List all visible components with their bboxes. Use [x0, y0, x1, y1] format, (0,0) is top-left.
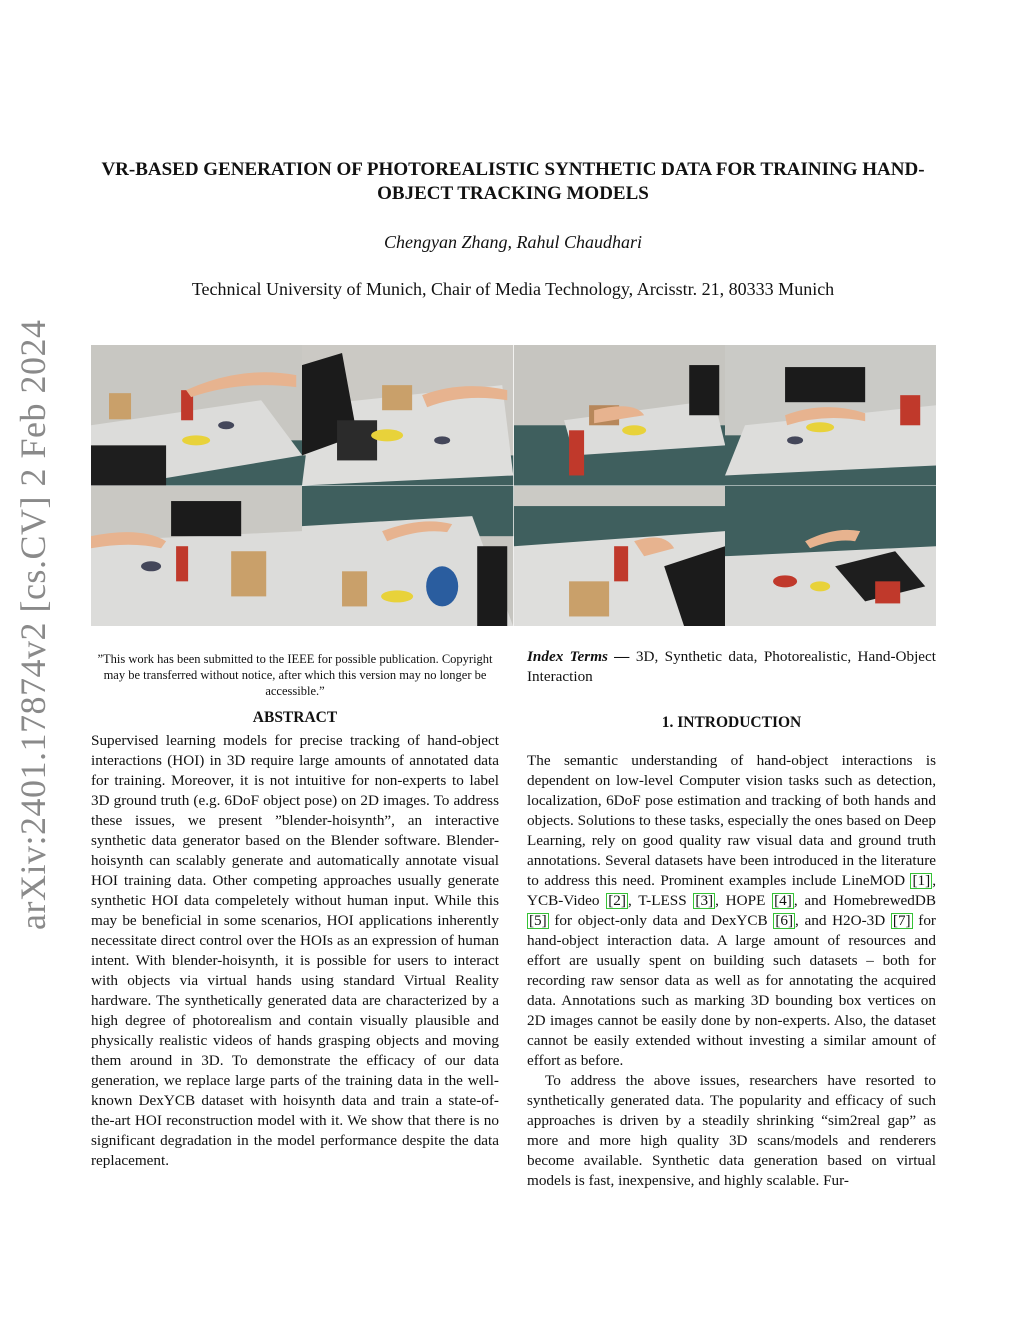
index-terms [527, 647, 936, 687]
abstract-heading: ABSTRACT [252, 709, 338, 726]
paper-title: VR-BASED GENERATION OF PHOTOREALISTIC SYNTHETIC DATA FOR TRAINING HAND-OBJECT TRACKING MODELS [101, 159, 925, 204]
citation-link[interactable]: [5] [529, 912, 547, 929]
index-terms-label: Index Terms — [527, 648, 630, 665]
render-image-1 [91, 345, 302, 486]
intro-heading: 1. INTRODUCTION [661, 714, 802, 731]
index-terms-text: 3D, Synthetic data, Photorealistic, Hand-Object Interaction [527, 648, 936, 685]
ieee-notice: ”This work has been submitted to the IEEE for possible publication. Copyright may be transferred without notice, after which this version may no longer be accessible.” [97, 652, 493, 698]
render-image-8 [725, 486, 936, 627]
citation-link[interactable]: [2] [608, 892, 626, 909]
render-image-6 [302, 486, 513, 627]
intro-paragraph-1: The semantic understanding of hand-object interactions is dependent on low-level Computer vision tasks such as detection, localization, 6DoF pose estimation and tracking of both hands and objects. Solutions to these tasks, especially the ones based on Deep Learning, rely on good quality raw visual data and ground truth annotations. Several datasets have been introduced in the literature to address this need. Prominent examples include LineMOD [1] , YCB-Video [2] , T-LESS [3] , HOPE [4] , and HomebrewedDB [5] for object-only data and DexYCB [6] , and H2O-3D [7] for hand-object interaction data. A large amount of resources and effort are usually spent on building such datasets – both for recording raw sensor data as well as for annotating the acquired data. Annotations such as marking 3D bounding box vertices on 2D images cannot be easily done by non-experts. Also, the dataset cannot be easily extended without investing a similar amount of effort as before. [527, 752, 936, 1069]
citation-link[interactable]: [4] [774, 892, 792, 909]
citation-link[interactable]: [6] [775, 912, 794, 929]
paper-authors: Chengyan Zhang, Rahul Chaudhari [383, 232, 642, 252]
abstract-text: Supervised learning models for precise tracking of hand-object interactions (HOI) in 3D require large amounts of annotated data for training. Moreover, it is not intuitive for non-experts to label 3D ground truth (e.g. 6DoF object pose) on 2D images. To address these issues, we present ”blender-hoisynth”, an interactive synthetic data generator based on the Blender software. Blender-hoisynth can scalably generate and automatically annotate visual HOI training data. Other competing approaches usually generate synthetic HOI data compeletely without human input. While this may be beneficial in some scenarios, HOI applications inherently necessitate direct control over the HOIs as an expression of human intent. With blender-hoisynth, it is possible for users to interact with objects via virtual hands using standard Virtual Reality hardware. The synthetically generated data are characterized by a high degree of photorealism and contain visually plausible and physically realistic videos of hands grasping objects and moving them around in 3D. To demonstrate the efficacy of our data generation, we replace large parts of the training data in the well-known DexYCB dataset with hoisynth data and train a state-of-the-art HOI reconstruction model with it. We show that there is no significant degradation in the model performance despite the data replacement. [91, 732, 499, 1169]
citation-link[interactable]: [1] [912, 872, 931, 889]
render-image-7 [514, 486, 725, 627]
render-image-4 [725, 345, 936, 486]
citation-link[interactable]: [7] [892, 912, 911, 929]
render-image-2 [302, 345, 513, 486]
intro-paragraph-2: To address the above issues, researchers have resorted to synthetically generated data. The popularity and efficacy of such approaches is driven by a steadily shrinking “sim2real gap” as more and more high quality 3D scans/models and renderers become available. Synthetic data generation based on virtual models is fast, inexpensive, and highly scalable. Fur- [527, 1072, 936, 1189]
intro-body [527, 751, 936, 1191]
teaser-figure [91, 345, 936, 626]
arxiv-identifier: arXiv:2401.17874v2 [cs.CV] 2 Feb 2024 [13, 319, 53, 930]
render-image-3 [514, 345, 725, 486]
citation-link[interactable]: [3] [695, 892, 714, 909]
paper-affiliation: Technical University of Munich, Chair of Media Technology, Arcisstr. 21, 80333 Munich [191, 279, 835, 299]
render-image-5 [91, 486, 302, 627]
